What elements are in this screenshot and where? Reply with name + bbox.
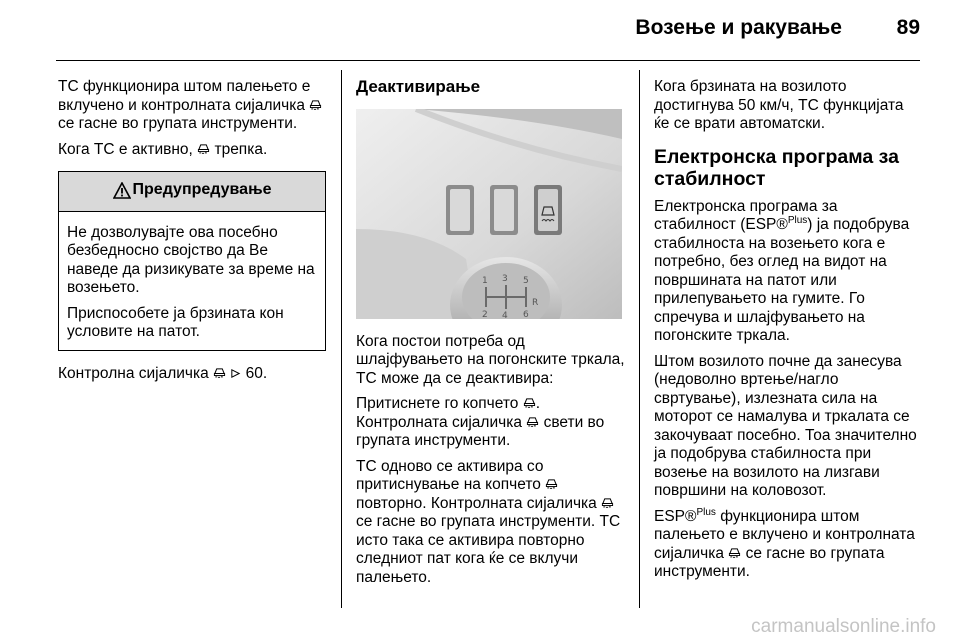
column-divider-right bbox=[639, 70, 640, 608]
paragraph-esp-operation: ESP®$^{Plus}$ функционира штом палењето е вклучено и контролната сијаличка се гасне во групата инструменти. bbox=[654, 506, 915, 580]
gear-label: 5 bbox=[523, 275, 529, 286]
warning-box bbox=[58, 171, 326, 351]
traction-control-icon bbox=[526, 416, 539, 429]
console-button-2 bbox=[490, 185, 518, 235]
paragraph-deactivate-intro: Кога постои потреба од шлајфувањето на погонските тркала, ТС може да се деактивира: bbox=[356, 332, 625, 387]
watermark: carmanualsonline.info bbox=[751, 616, 936, 637]
esp-indicator-icon bbox=[728, 547, 741, 560]
traction-control-icon bbox=[213, 367, 226, 380]
gear-label: 2 bbox=[482, 309, 488, 319]
warning-header bbox=[59, 172, 325, 212]
traction-control-icon bbox=[523, 397, 536, 410]
traction-control-icon bbox=[545, 478, 558, 491]
column-3 bbox=[654, 78, 922, 589]
section-heading-deactivation: Деактивирање bbox=[356, 77, 481, 96]
gear-label: 6 bbox=[523, 309, 529, 319]
console-buttons-illustration bbox=[356, 109, 622, 319]
column-divider-left bbox=[341, 70, 342, 608]
warning-title: Предупредување bbox=[132, 181, 272, 198]
page-header-title: Возење и ракување bbox=[635, 16, 842, 39]
paragraph-tc-function: ТС функционира штом палењето е вклучено и контролната сијаличка се гасне во групата инструменти. bbox=[58, 78, 326, 134]
paragraph-tc-active: Кога ТС е активно, трепка. bbox=[58, 140, 268, 158]
paragraph-auto-reactivate: Кога брзината на возилото достигнува 50 км/ч, ТС функцијата ќе се врати автоматски. bbox=[654, 78, 904, 132]
traction-control-icon bbox=[197, 143, 210, 156]
paragraph-press-button: Притиснете го копчето . Контролната сијаличка свети во групата инструменти. bbox=[356, 395, 605, 449]
traction-control-icon bbox=[601, 497, 614, 510]
header-rule bbox=[56, 60, 920, 61]
gear-label: 4 bbox=[502, 310, 508, 319]
column-1 bbox=[58, 78, 326, 390]
console-button-1 bbox=[446, 185, 474, 235]
page-reference-link[interactable]: 60. bbox=[245, 364, 268, 382]
paragraph-esp-intro: Електронска програма за стабилност (ESP®$^{Plus}$) ја подобрува стабилноста на возењето кога е потребно, без оглед на видот на површината на патот или прилепувањето на гумите. Го спречува и шлајфувањето на погонските тркала. bbox=[654, 197, 910, 344]
gear-label: 1 bbox=[482, 275, 488, 286]
column-2 bbox=[356, 78, 626, 594]
warning-body bbox=[59, 212, 325, 350]
section-heading-esp: Електронска програма за стабилност bbox=[654, 145, 899, 190]
traction-control-button bbox=[534, 185, 562, 235]
paragraph-esp-skid: Штом возилото почне да занесува (недоволно вртење/нагло свртување), излезната сила на моторот се намалува и тркалата се закочуваат посебно. Тоа значително ја подобрува стабилноста при возење на возилото на лизгави површини на коловозот. bbox=[654, 352, 917, 499]
page-number: 89 bbox=[896, 16, 920, 39]
gear-label: 3 bbox=[502, 273, 508, 284]
warning-triangle-icon bbox=[113, 182, 131, 199]
page-reference-icon bbox=[230, 368, 241, 379]
paragraph-reactivate: ТС одново се активира со притиснување на копчето повторно. Контролната сијаличка се гасне во групата инструменти. ТС исто така се активира повторно следниот пат кога ќе се вклучи палењето. bbox=[356, 457, 621, 586]
gear-label: R bbox=[532, 297, 539, 308]
paragraph-indicator-ref: Контролна сијаличка 60. bbox=[58, 364, 268, 382]
warning-text-1: Не дозволувајте ова посебно безбедносно својство да Ве наведе да ризикувате за време на возењето. bbox=[67, 223, 315, 296]
traction-control-icon bbox=[309, 99, 322, 112]
warning-text-2: Приспособете ја брзината кон условите на патот. bbox=[67, 304, 284, 340]
